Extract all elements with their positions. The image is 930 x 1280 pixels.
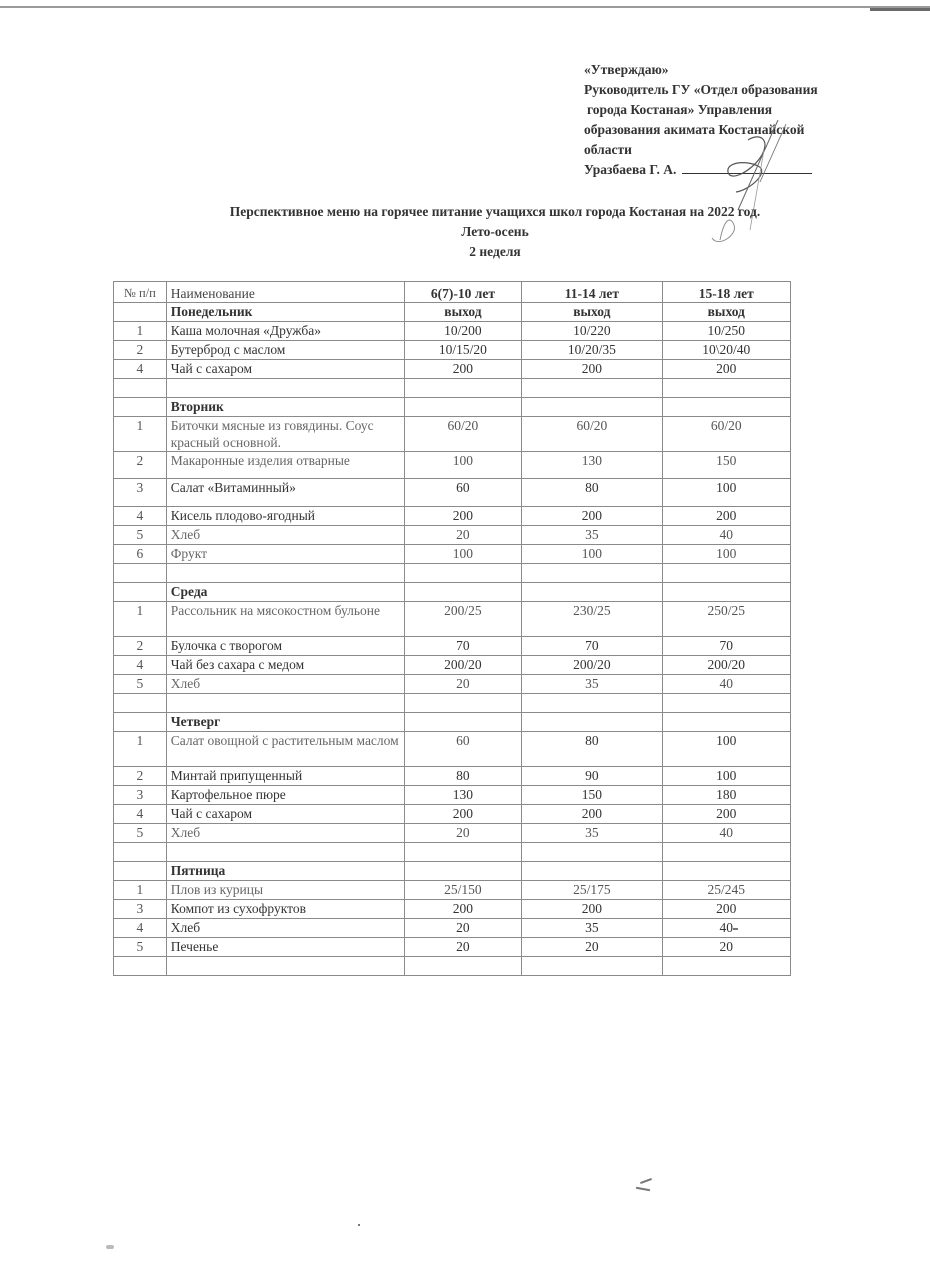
item-portion-a: 100 [404, 545, 522, 564]
table-row [114, 919, 791, 938]
table-cell [522, 398, 662, 417]
item-portion-c: 25/245 [662, 881, 790, 900]
item-name: Чай без сахара с медом [166, 656, 404, 675]
header-age-11-14: 11-14 лет [522, 282, 662, 303]
table-cell [522, 694, 662, 713]
table-row [114, 824, 791, 843]
item-name: Чай с сахаром [166, 805, 404, 824]
item-portion-c: 250/25 [662, 602, 790, 637]
header-name: Наименование [166, 282, 404, 303]
table-row [114, 637, 791, 656]
table-cell [404, 713, 522, 732]
item-portion-b: 230/25 [522, 602, 662, 637]
header-age-6-10: 6(7)-10 лет [404, 282, 522, 303]
day-name: Вторник [166, 398, 404, 417]
day-name: Четверг [166, 713, 404, 732]
spacer-row [114, 564, 791, 583]
table-cell [114, 694, 167, 713]
item-portion-b: 35 [522, 526, 662, 545]
spacer-row [114, 379, 791, 398]
table-cell [114, 398, 167, 417]
item-portion-b: 10/20/35 [522, 341, 662, 360]
day-row [114, 583, 791, 602]
table-row [114, 417, 791, 452]
table-cell [114, 957, 167, 976]
item-num: 2 [114, 637, 167, 656]
item-portion-b: 80 [522, 732, 662, 767]
day-row [114, 398, 791, 417]
table-row [114, 938, 791, 957]
item-name: Компот из сухофруктов [166, 900, 404, 919]
item-name: Картофельное пюре [166, 786, 404, 805]
item-num: 3 [114, 479, 167, 507]
item-name: Фрукт [166, 545, 404, 564]
item-name: Хлеб [166, 675, 404, 694]
item-num: 3 [114, 900, 167, 919]
item-portion-a: 20 [404, 938, 522, 957]
item-portion-a: 25/150 [404, 881, 522, 900]
table-cell [166, 843, 404, 862]
table-cell [114, 379, 167, 398]
table-cell [522, 713, 662, 732]
table-cell [114, 862, 167, 881]
item-num: 5 [114, 526, 167, 545]
table-header-row [114, 282, 791, 303]
table-cell [404, 398, 522, 417]
table-row [114, 732, 791, 767]
item-portion-b: 10/220 [522, 322, 662, 341]
item-portion-b: 200 [522, 900, 662, 919]
approval-line: образования акимата Костанайской [584, 122, 805, 137]
document-title [0, 202, 930, 262]
scan-speck [640, 1178, 652, 1184]
item-num: 4 [114, 507, 167, 526]
table-row [114, 341, 791, 360]
item-num: 2 [114, 767, 167, 786]
table-row [114, 360, 791, 379]
item-portion-c: 200 [662, 805, 790, 824]
item-portion-b: 200 [522, 360, 662, 379]
table-cell [662, 564, 790, 583]
table-row [114, 675, 791, 694]
item-portion-c: 10/250 [662, 322, 790, 341]
item-num: 1 [114, 417, 167, 452]
item-portion-c: 60/20 [662, 417, 790, 452]
table-row [114, 805, 791, 824]
table-cell [114, 713, 167, 732]
item-name: Кисель плодово-ягодный [166, 507, 404, 526]
approval-line: «Утверждаю» [584, 62, 669, 77]
item-portion-c: 100 [662, 479, 790, 507]
item-portion-a: 100 [404, 452, 522, 479]
item-portion-a: 60 [404, 479, 522, 507]
header-age-15-18: 15-18 лет [662, 282, 790, 303]
table-row [114, 479, 791, 507]
item-portion-c: 100 [662, 732, 790, 767]
table-cell [662, 694, 790, 713]
item-num: 1 [114, 732, 167, 767]
scan-edge-mark [870, 8, 930, 11]
item-name: Каша молочная «Дружба» [166, 322, 404, 341]
item-name: Печенье [166, 938, 404, 957]
item-portion-b: 25/175 [522, 881, 662, 900]
item-portion-b: 90 [522, 767, 662, 786]
day-row [114, 713, 791, 732]
output-label: выход [522, 303, 662, 322]
output-label: выход [404, 303, 522, 322]
table-cell [404, 694, 522, 713]
item-portion-b: 70 [522, 637, 662, 656]
table-cell [522, 583, 662, 602]
item-name: Чай с сахаром [166, 360, 404, 379]
item-portion-b: 200 [522, 805, 662, 824]
item-name: Хлеб [166, 526, 404, 545]
item-num: 3 [114, 786, 167, 805]
item-portion-c: 150 [662, 452, 790, 479]
table-cell [114, 583, 167, 602]
table-cell [404, 957, 522, 976]
item-name: Биточки мясные из говядины. Соус красный основной. [166, 417, 404, 452]
output-label: выход [662, 303, 790, 322]
table-cell [662, 583, 790, 602]
item-name: Минтай припущенный [166, 767, 404, 786]
item-portion-c: 100 [662, 545, 790, 564]
item-portion-a: 130 [404, 786, 522, 805]
scan-speck [358, 1224, 360, 1226]
item-portion-a: 200 [404, 900, 522, 919]
item-num: 2 [114, 452, 167, 479]
table-row [114, 656, 791, 675]
table-cell [662, 398, 790, 417]
table-cell [404, 862, 522, 881]
item-portion-a: 200 [404, 805, 522, 824]
item-name: Рассольник на мясокостном бульоне [166, 602, 404, 637]
item-portion-b: 20 [522, 938, 662, 957]
item-portion-a: 200/25 [404, 602, 522, 637]
table-cell [522, 862, 662, 881]
table-cell [114, 843, 167, 862]
table-cell [166, 957, 404, 976]
table-cell [166, 379, 404, 398]
item-portion-a: 200/20 [404, 656, 522, 675]
item-num: 1 [114, 602, 167, 637]
table-cell [404, 843, 522, 862]
approval-line: города Костаная» Управления [587, 102, 773, 117]
item-portion-c: 40 [662, 824, 790, 843]
table-row [114, 767, 791, 786]
item-num: 5 [114, 824, 167, 843]
item-portion-a: 200 [404, 507, 522, 526]
item-portion-c: 10\20/40 [662, 341, 790, 360]
scan-speck [636, 1187, 650, 1191]
scan-edge-line [0, 6, 930, 8]
approval-signer-name: Уразбаева Г. А. [584, 162, 677, 177]
table-cell [662, 843, 790, 862]
item-portion-a: 20 [404, 919, 522, 938]
item-portion-a: 20 [404, 824, 522, 843]
item-portion-c: 70 [662, 637, 790, 656]
spacer-row [114, 957, 791, 976]
table-row [114, 602, 791, 637]
item-portion-b: 35 [522, 919, 662, 938]
table-row [114, 452, 791, 479]
table-row [114, 881, 791, 900]
item-num: 5 [114, 938, 167, 957]
item-portion-c: 40 [662, 919, 790, 938]
table-cell [166, 694, 404, 713]
title-line-1: Перспективное меню на горячее питание учащихся школ города Костаная на 2022 год. [229, 204, 761, 219]
table-cell [166, 564, 404, 583]
table-cell [522, 379, 662, 398]
item-num: 4 [114, 656, 167, 675]
item-portion-c: 100 [662, 767, 790, 786]
item-num: 4 [114, 360, 167, 379]
table-cell [662, 379, 790, 398]
item-name: Салат «Витаминный» [166, 479, 404, 507]
title-line-3: 2 неделя [469, 244, 521, 259]
item-portion-b: 100 [522, 545, 662, 564]
item-portion-b: 80 [522, 479, 662, 507]
approval-line: области [584, 142, 632, 157]
item-portion-b: 200 [522, 507, 662, 526]
item-num: 1 [114, 322, 167, 341]
item-num: 4 [114, 805, 167, 824]
item-num: 1 [114, 881, 167, 900]
item-num: 5 [114, 675, 167, 694]
item-portion-a: 10/15/20 [404, 341, 522, 360]
item-portion-a: 20 [404, 675, 522, 694]
item-portion-c: 200 [662, 507, 790, 526]
item-name: Булочка с творогом [166, 637, 404, 656]
item-name: Хлеб [166, 919, 404, 938]
item-name: Салат овощной с растительным маслом [166, 732, 404, 767]
item-portion-b: 35 [522, 675, 662, 694]
day-name: Понедельник [166, 303, 404, 322]
header-num: № п/п [114, 282, 167, 303]
item-portion-a: 20 [404, 526, 522, 545]
item-num: 6 [114, 545, 167, 564]
item-portion-b: 35 [522, 824, 662, 843]
item-portion-c: 200 [662, 360, 790, 379]
item-num: 4 [114, 919, 167, 938]
scan-speck [733, 928, 738, 930]
table-cell [662, 862, 790, 881]
table-row [114, 786, 791, 805]
item-name: Хлеб [166, 824, 404, 843]
item-name: Макаронные изделия отварные [166, 452, 404, 479]
table-cell [114, 303, 167, 322]
item-portion-a: 60/20 [404, 417, 522, 452]
item-name: Бутерброд с маслом [166, 341, 404, 360]
item-portion-c: 200 [662, 900, 790, 919]
item-portion-b: 150 [522, 786, 662, 805]
table-cell [662, 713, 790, 732]
item-name: Плов из курицы [166, 881, 404, 900]
item-portion-a: 200 [404, 360, 522, 379]
approval-line: Руководитель ГУ «Отдел образования [584, 82, 818, 97]
spacer-row [114, 843, 791, 862]
table-cell [404, 583, 522, 602]
item-portion-b: 60/20 [522, 417, 662, 452]
table-cell [522, 564, 662, 583]
item-num: 2 [114, 341, 167, 360]
day-row [114, 862, 791, 881]
item-portion-a: 70 [404, 637, 522, 656]
table-row [114, 526, 791, 545]
table-row [114, 900, 791, 919]
menu-table [113, 281, 791, 976]
item-portion-a: 60 [404, 732, 522, 767]
item-portion-c: 40 [662, 675, 790, 694]
table-cell [114, 564, 167, 583]
spacer-row [114, 694, 791, 713]
table-row [114, 322, 791, 341]
item-portion-c: 40 [662, 526, 790, 545]
table-row [114, 507, 791, 526]
day-name: Среда [166, 583, 404, 602]
item-portion-c: 200/20 [662, 656, 790, 675]
item-portion-c: 180 [662, 786, 790, 805]
item-portion-b: 130 [522, 452, 662, 479]
table-cell [662, 957, 790, 976]
title-line-2: Лето-осень [461, 224, 529, 239]
item-portion-b: 200/20 [522, 656, 662, 675]
scan-speck [106, 1245, 114, 1249]
table-row [114, 545, 791, 564]
item-portion-c: 20 [662, 938, 790, 957]
table-cell [522, 957, 662, 976]
table-cell [404, 379, 522, 398]
day-row [114, 303, 791, 322]
item-portion-a: 80 [404, 767, 522, 786]
day-name: Пятница [166, 862, 404, 881]
table-cell [404, 564, 522, 583]
table-cell [522, 843, 662, 862]
item-portion-a: 10/200 [404, 322, 522, 341]
